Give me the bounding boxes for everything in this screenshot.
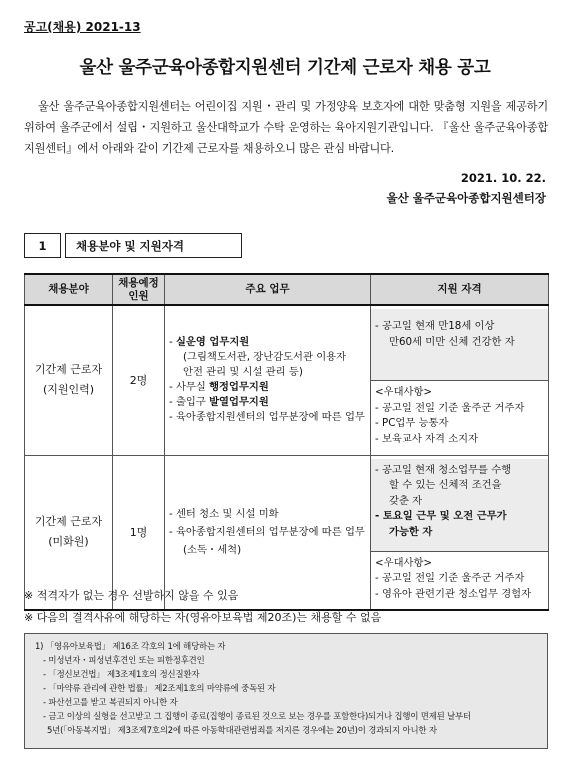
preference-label: <우대사항> xyxy=(375,556,433,569)
preference-item: - 영유아 관련기관 청소업무 경험자 xyxy=(375,587,532,600)
duty-prefix: - 출입구 xyxy=(169,396,210,409)
section-title: 채용분야 및 지원자격 xyxy=(65,233,242,258)
note-line: ※ 다음의 결격사유에 해당하는 자(영유아보육법 제20조)는 채용할 수 없음 xyxy=(24,611,382,624)
intro-paragraph: 울산 울주군육아종합지원센터는 어린이집 지원・관리 및 가정양육 보호자에 대한 맞춤형 지원을 제공하기 위하여 울주군에서 설립・지원하고 울산대학교가 수탁 운영하는 육아지원기관입니다. 『울산 울주군육아종합지원센터』에서 아래와 같이 기간제 근로자를 채용하오니 많은 관심 바랍니다. xyxy=(24,100,548,155)
header-field: 채용분야 xyxy=(25,274,113,305)
preferences xyxy=(371,381,548,451)
table-header-row xyxy=(25,274,549,305)
preference-label: <우대사항> xyxy=(375,386,433,399)
notice-date: 2021. 10. 22. xyxy=(460,171,546,185)
disqualification-item: 5년(「아동복지법」 제3조제7호의2에 따른 아동학대관련범죄를 저지른 경우에는 20년)이 경과되지 아니한 자 xyxy=(47,725,437,735)
duty-item: - 육아종합지원센터의 업무분장에 따른 업무 xyxy=(169,526,365,539)
duty-prefix: - 사무실 xyxy=(169,381,210,394)
disqualification-item: - 금고 이상의 실형을 선고받고 그 집행이 종료(집행이 종료된 것으로 보는 경우를 포함한다)되거나 집행이 면제된 날부터 xyxy=(43,711,471,721)
duty-detail: 안전 관리 및 시설 관리 등) xyxy=(183,366,303,379)
note-line: ※ 적격자가 없는 경우 선발하지 않을 수 있음 xyxy=(24,589,239,602)
preference-item: - 공고일 전일 기준 울주군 거주자 xyxy=(375,572,525,584)
qualification-line: 할 수 있는 신체적 조건을 xyxy=(389,479,502,491)
page-title: 울산 울주군육아종합지원센터 기간제 근로자 채용 공고 xyxy=(79,58,491,78)
qualification-line: 만60세 미만 신체 건강한 자 xyxy=(389,335,515,348)
header-qualification: 지원 자격 xyxy=(371,274,549,305)
qualification-line: 가능한 자 xyxy=(389,525,433,538)
preference-item: - 공고일 전일 기준 울주군 거주자 xyxy=(375,401,525,414)
preference-item: - 보육교사 자격 소지자 xyxy=(375,432,479,445)
issuer: 울산 울주군육아종합지원센터장 xyxy=(386,191,546,205)
section-number: 1 xyxy=(24,233,61,258)
qualification-main xyxy=(371,309,548,381)
qualification-line: - 공고일 현재 만18세 이상 xyxy=(375,320,495,333)
job-qualification xyxy=(371,305,549,455)
duty-item: 발열업무지원 xyxy=(209,396,269,409)
disqualification-item: - 「마약류 관리에 관한 법률」 제2조제1호의 마약류에 중독된 자 xyxy=(43,683,276,693)
header-count: 채용예정 인원 xyxy=(113,274,165,305)
qualification-main xyxy=(371,459,548,552)
table-row xyxy=(25,455,549,610)
job-duties xyxy=(165,455,371,610)
disqualification-item: 1) 「영유아보육법」 제16조 각호의 1에 해당하는 자 xyxy=(35,641,226,651)
duty-item: - 육아종합지원센터의 업무분장에 따른 업무 xyxy=(169,411,365,424)
job-field xyxy=(25,305,113,455)
disqualification-box xyxy=(24,633,548,749)
duty-item: - 센터 청소 및 시설 미화 xyxy=(169,508,279,521)
duty-prefix: - xyxy=(169,336,176,349)
duty-detail: (소독・세척) xyxy=(183,544,242,557)
qualification-line: - 토요일 근무 및 오전 근무가 xyxy=(375,510,507,522)
job-count: 1명 xyxy=(113,455,165,610)
preference-item: - PC업무 능통자 xyxy=(375,417,449,430)
notice-number: 공고(채용) 2021-13 xyxy=(24,20,141,34)
job-duties xyxy=(165,305,371,455)
table-row xyxy=(25,305,549,455)
job-field-sub: (미화원) xyxy=(48,535,89,549)
disqualification-item: - 파산선고를 받고 복권되지 아니한 자 xyxy=(43,697,178,707)
job-qualification xyxy=(371,455,549,610)
disqualification-item: - 「정신보건법」 제3조제1호의 정신질환자 xyxy=(43,669,200,679)
job-field-label: 기간제 근로자 xyxy=(34,515,103,529)
duty-detail: (그림책도서관, 장난감도서관 이용자 xyxy=(183,351,347,364)
recruitment-table xyxy=(24,273,549,611)
disqualification-item: - 미성년자・피성년후견인 또는 피한정후견인 xyxy=(43,655,205,665)
duty-item: 실운영 업무지원 xyxy=(176,336,250,349)
preferences xyxy=(371,552,548,607)
header-duties: 주요 업무 xyxy=(165,274,371,305)
job-count: 2명 xyxy=(113,305,165,455)
qualification-line: - 공고일 현재 청소업무를 수행 xyxy=(375,463,512,476)
job-field-label: 기간제 근로자 xyxy=(34,363,103,377)
job-field-sub: (지원인력) xyxy=(42,383,95,397)
duty-item: 행정업무지원 xyxy=(209,381,269,394)
job-field xyxy=(25,455,113,610)
qualification-line: 갖춘 자 xyxy=(389,494,423,507)
